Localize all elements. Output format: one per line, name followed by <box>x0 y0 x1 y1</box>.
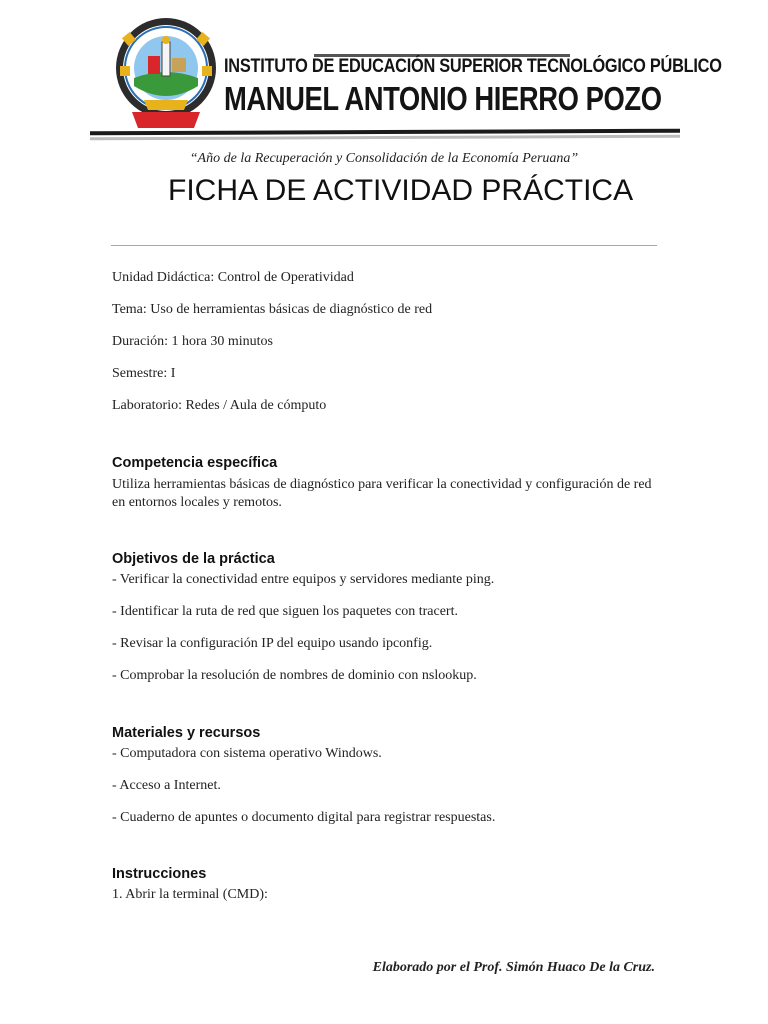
section-heading-objetivos: Objetivos de la práctica <box>112 551 275 567</box>
list-item: - Verificar la conectividad entre equipos y servidores mediante ping. <box>112 572 495 587</box>
list-item: - Identificar la ruta de red que siguen los paquetes con tracert. <box>112 604 458 619</box>
list-item: - Computadora con sistema operativo Windows. <box>112 746 382 761</box>
list-item: - Cuaderno de apuntes o documento digital para registrar respuestas. <box>112 810 496 825</box>
info-tema: Tema: Uso de herramientas básicas de diagnóstico de red <box>112 302 433 317</box>
info-laboratorio: Laboratorio: Redes / Aula de cómputo <box>112 398 327 413</box>
institution-seal-icon <box>114 16 218 132</box>
list-item: 1. Abrir la terminal (CMD): <box>112 887 268 902</box>
page-title: FICHA DE ACTIVIDAD PRÁCTICA <box>168 174 634 207</box>
institution-type: INSTITUTO DE EDUCACIÓN SUPERIOR TECNOLÓGICO PÚBLICO <box>224 56 722 77</box>
info-duracion: Duración: 1 hora 30 minutos <box>112 334 273 349</box>
list-item: - Revisar la configuración IP del equipo usando ipconfig. <box>112 636 433 651</box>
info-unidad: Unidad Didáctica: Control de Operatividad <box>112 270 354 285</box>
section-heading-competencia: Competencia específica <box>112 455 278 471</box>
list-item: - Acceso a Internet. <box>112 778 221 793</box>
competencia-text: Utiliza herramientas básicas de diagnóstico para verificar la conectividad y configuración de red en entornos locales y remotos. <box>112 477 652 510</box>
institution-header <box>88 12 722 140</box>
list-item: - Comprobar la resolución de nombres de dominio con nslookup. <box>112 668 477 683</box>
header-divider-shadow <box>90 135 680 141</box>
year-motto: “Año de la Recuperación y Consolidación de la Economía Peruana” <box>189 151 579 166</box>
section-heading-materiales: Materiales y recursos <box>112 725 261 741</box>
institution-name: MANUEL ANTONIO HIERRO POZO <box>224 80 662 117</box>
author-credit: Elaborado por el Prof. Simón Huaco De la Cruz. <box>372 960 655 975</box>
info-semestre: Semestre: I <box>112 366 176 381</box>
section-heading-instrucciones: Instrucciones <box>112 866 207 882</box>
title-underline <box>111 245 657 246</box>
